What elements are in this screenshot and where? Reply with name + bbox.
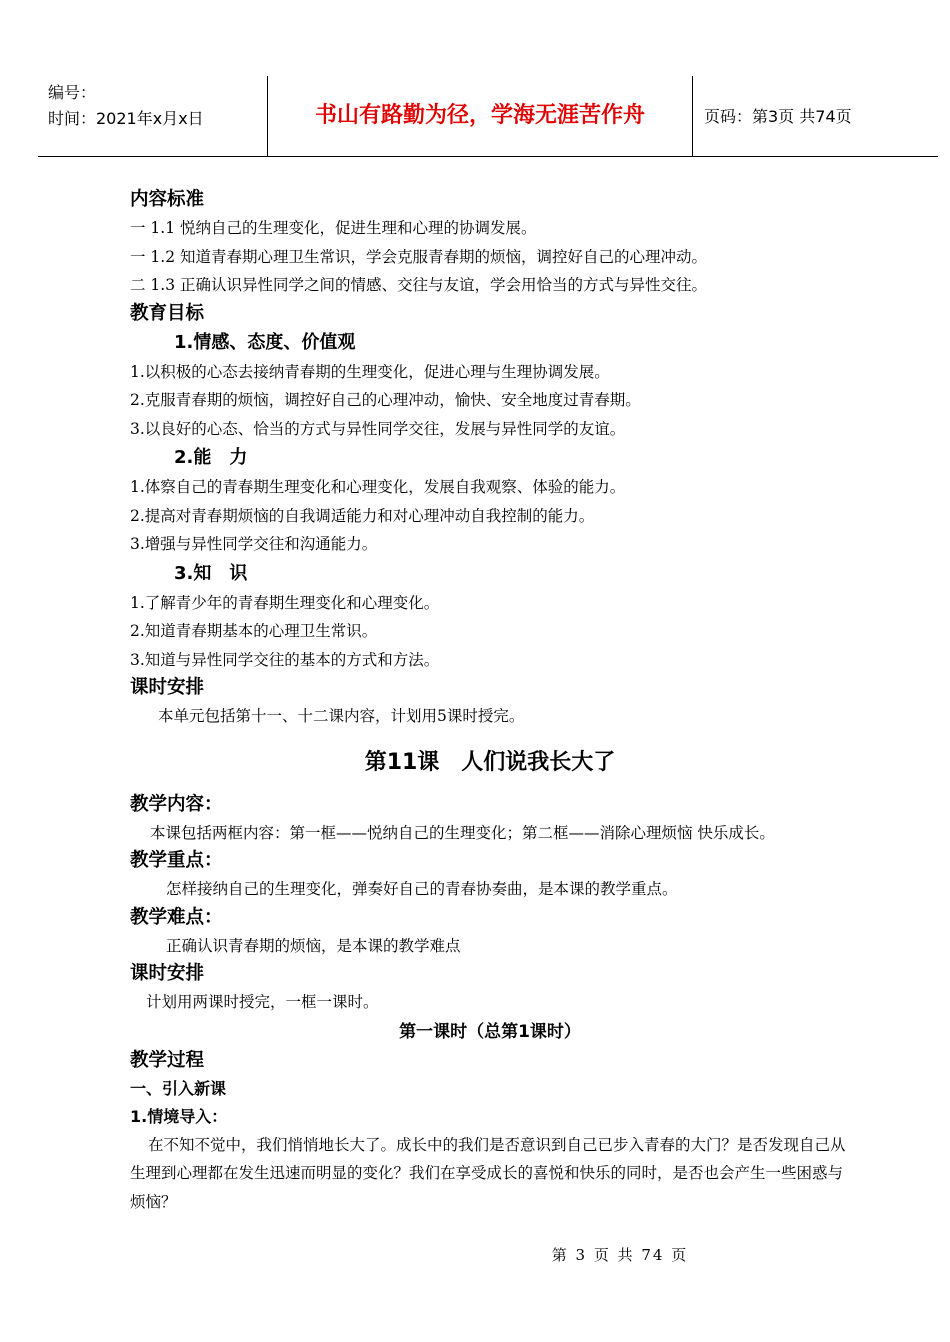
goal-group-title: 2.能 力	[174, 447, 248, 468]
header-meta	[48, 80, 268, 132]
process-title: 教学过程	[130, 1049, 205, 1071]
lesson-content-text: 本课包括两框内容：第一框——悦纳自己的生理变化；第二框——消除心理烦恼 快乐成长。	[150, 823, 775, 842]
standard-item: 一 1.1 悦纳自己的生理变化，促进生理和心理的协调发展。	[130, 219, 537, 237]
lesson-difficulty-title: 教学难点：	[130, 906, 223, 928]
goal-item: 2.知道青春期基本的心理卫生常识。	[130, 622, 378, 640]
period-title: 第一课时（总第1课时）	[399, 1021, 581, 1042]
page-header	[38, 76, 938, 157]
goal-item: 3.知道与异性同学交往的基本的方式和方法。	[130, 650, 440, 669]
step-text: 在不知不觉中，我们悄悄地长大了。成长中的我们是否意识到自己已步入青春的大门？是否发现自己从生理到心理都在发生迅速而明显的变化？我们在享受成长的喜悦和快乐的同时，是否也会产生一些困惑与烦恼？	[130, 1135, 846, 1211]
goal-item: 3.以良好的心态、恰当的方式与异性同学交往，发展与异性同学的友谊。	[130, 419, 626, 438]
header-page-info: 页码：第3页 共74页	[704, 107, 852, 126]
number-label: 编号：	[48, 83, 97, 102]
section-title-goals: 教育目标	[130, 302, 205, 324]
goal-item: 3.增强与异性同学交往和沟通能力。	[130, 535, 378, 553]
goal-group-title: 1.情感、态度、价值观	[174, 331, 356, 353]
lesson-key-title: 教学重点：	[130, 850, 223, 871]
lesson-title: 第11课 人们说我长大了	[364, 749, 616, 775]
schedule-text: 本单元包括第十一、十二课内容，计划用5课时授完。	[158, 707, 525, 725]
lesson-schedule-title: 课时安排	[130, 963, 205, 984]
header-motto: 书山有路勤为径，学海无涯苦作舟	[314, 103, 645, 128]
standard-item: 一 1.2 知道青春期心理卫生常识，学会克服青春期的烦恼，调控好自己的心理冲动。	[130, 247, 708, 266]
page-footer: 第 3 页 共 74 页	[551, 1246, 689, 1264]
goal-item: 1.了解青少年的青春期生理变化和心理变化。	[130, 593, 440, 612]
standard-item: 二 1.3 正确认识异性同学之间的情感、交往与友谊，学会用恰当的方式与异性交往。	[130, 276, 708, 294]
section-title-content-standard: 内容标准	[130, 189, 205, 210]
document-body	[130, 186, 850, 1216]
lesson-schedule-text: 计划用两课时授完，一框一课时。	[146, 993, 379, 1011]
goal-item: 1.以积极的心态去接纳青春期的生理变化，促进心理与生理协调发展。	[130, 362, 610, 381]
step-subtitle: 1.情境导入：	[130, 1106, 228, 1126]
lesson-difficulty-text: 正确认识青春期的烦恼，是本课的教学难点	[166, 936, 461, 955]
goal-item: 2.提高对青春期烦恼的自我调适能力和对心理冲动自我控制的能力。	[130, 506, 595, 525]
lesson-content-title: 教学内容：	[130, 793, 223, 815]
lesson-key-text: 怎样接纳自己的生理变化，弹奏好自己的青春协奏曲，是本课的教学重点。	[166, 880, 678, 898]
step-title: 一、引入新课	[130, 1078, 227, 1098]
time-label: 时间：2021年x月x日	[48, 109, 204, 128]
goal-item: 1.体察自己的青春期生理变化和心理变化，发展自我观察、体验的能力。	[130, 478, 626, 496]
section-title-schedule: 课时安排	[130, 677, 205, 698]
goal-item: 2.克服青春期的烦恼，调控好自己的心理冲动，愉快、安全地度过青春期。	[130, 391, 641, 409]
goal-group-title: 3.知 识	[174, 562, 248, 584]
header-divider-right	[692, 76, 693, 156]
